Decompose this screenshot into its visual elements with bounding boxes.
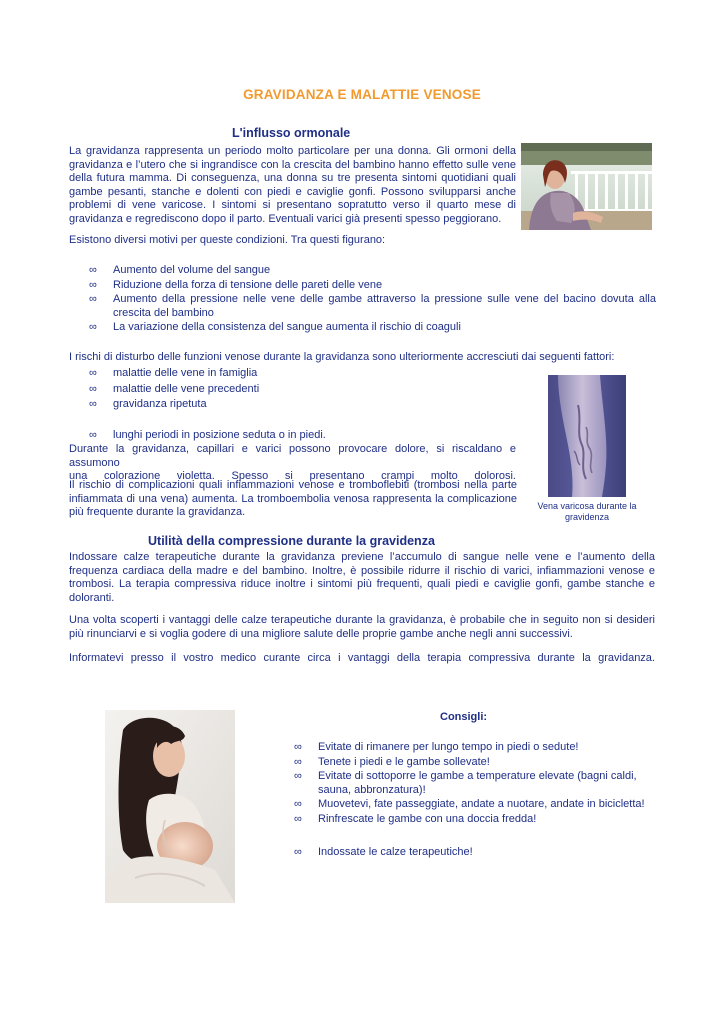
list-item: ∞ Riduzione della forza di tensione delle pareti delle vene — [89, 278, 383, 291]
list-item: ∞ malattie delle vene precedenti — [89, 382, 260, 395]
compression-paragraph: Indossare calze terapeutiche durante la gravidanza previene l’accumulo di sangue nelle vene e l’aumento della frequenza cardiaca della madre e del bambino. Inoltre, è possibile ridurre il rischio di varici, infiammazioni venose e trombosi. La terapia compressiva riduce inoltre i sintomi più frequenti, quali piedi e caviglie gonfi, gambe stanche e doloranti. — [69, 551, 655, 604]
section-heading-hormonal: L'influsso ormonale — [232, 126, 351, 140]
photo-pregnant-woman-porch-image — [521, 143, 652, 230]
page-title: GRAVIDANZA E MALATTIE VENOSE — [243, 87, 481, 102]
symptoms-line: una colorazione violetta. Spesso si presentano crampi molto dolorosi. — [69, 470, 516, 483]
list-item: ∞ lunghi periodi in posizione seduta o in piedi. — [89, 429, 326, 441]
infinity-bullet-icon: ∞ — [294, 741, 302, 753]
risk-factors-intro: I rischi di disturbo delle funzioni venose durante la gravidanza sono ulteriormente accresciuti dai seguenti fattori: — [69, 351, 615, 363]
list-item: ∞ Tenete i piedi e le gambe sollevate! — [294, 755, 490, 768]
list-item: ∞ Muovetevi, fate passeggiate, andate a nuotare, andate in bicicletta! — [294, 798, 645, 811]
photo-pregnant-woman-porch — [521, 143, 652, 230]
list-item: ∞ Evitate di rimanere per lungo tempo in piedi o sedute! — [294, 741, 579, 753]
intro-paragraph — [69, 145, 516, 227]
photo-pregnant-woman-white — [105, 710, 235, 903]
intro-line: gambe pesanti, stanche e dolenti con piedi e caviglie gonfi. Possono svilupparsi anche — [69, 185, 516, 198]
infinity-bullet-icon: ∞ — [89, 321, 97, 334]
list-item: ∞ Aumento del volume del sangue — [89, 264, 271, 276]
photo-varicose-vein — [548, 375, 626, 497]
infinity-bullet-icon: ∞ — [294, 755, 302, 768]
complications-paragraph: Il rischio di complicazioni quali infiammazioni venose e tromboflebiti (trombosi nella parte infiammata di una vena) aumenta. La tromboembolia venosa rappresenta la complicazione più frequente durante la gravidanza. — [69, 479, 517, 519]
list-item: ∞ Indossate le calze terapeutiche! — [294, 846, 473, 858]
infinity-bullet-icon: ∞ — [89, 293, 97, 306]
infinity-bullet-icon: ∞ — [89, 264, 97, 276]
intro-line: gravidanza e regrediscono dopo il parto. Eventuali varici già presenti spesso peggiorano. — [69, 212, 502, 225]
infinity-bullet-icon: ∞ — [89, 398, 97, 411]
risk-factors-list — [89, 367, 509, 412]
tips-list-last — [294, 846, 654, 860]
infinity-bullet-icon: ∞ — [89, 429, 97, 441]
infinity-bullet-icon: ∞ — [294, 846, 302, 858]
reasons-intro: Esistono diversi motivi per queste condizioni. Tra questi figurano: — [69, 234, 386, 246]
reasons-list — [89, 264, 656, 335]
infinity-bullet-icon: ∞ — [89, 367, 97, 379]
intro-line: della futura mamma. Di conseguenza, una donna su tre presenta sintomi quotidiani quali — [69, 172, 516, 185]
infinity-bullet-icon: ∞ — [89, 382, 97, 395]
tips-list — [294, 741, 654, 827]
list-item: ∞ Rinfrescate le gambe con una doccia fredda! — [294, 812, 537, 825]
list-item: ∞ La variazione della consistenza del sangue aumenta il rischio di coaguli — [89, 321, 461, 334]
infinity-bullet-icon: ∞ — [89, 278, 97, 291]
infinity-bullet-icon: ∞ — [294, 798, 302, 811]
list-item: ∞ Evitate di sottoporre le gambe a temperature elevate (bagni caldi, sauna, abbronzatura)! — [294, 770, 637, 796]
doctor-advice-paragraph: Informatevi presso il vostro medico curante circa i vantaggi della terapia compressiva durante la gravidanza. — [69, 652, 655, 664]
infinity-bullet-icon: ∞ — [294, 770, 302, 783]
symptoms-paragraph — [69, 443, 516, 484]
photo-caption: Vena varicosa durante la gravidenza — [537, 501, 637, 522]
intro-line: La gravidanza rappresenta un periodo molto particolare per una donna. Gli ormoni della — [69, 145, 516, 157]
risk-factors-list-continued — [89, 429, 509, 443]
benefits-paragraph: Una volta scoperti i vantaggi delle calze terapeutiche durante la gravidanza, è probabile che in seguito non si desideri più rinunciarvi e si voglia godere di una migliore salute delle proprie gambe anche negli anni successivi. — [69, 614, 655, 640]
intro-line: problemi di vene varicose. I sintomi si presentano sopratutto verso il quarto mese di — [69, 199, 516, 212]
intro-line: gravidanza e l’utero che si ingrandisce con la crescita del bambino hanno effetto sulle vene — [69, 158, 516, 171]
infinity-bullet-icon: ∞ — [294, 812, 302, 825]
photo-varicose-vein-image — [548, 375, 626, 497]
list-item: ∞ Aumento della pressione nelle vene delle gambe attraverso la pressione sulle vene del bacino dovuta alla crescita del bambino — [89, 293, 656, 319]
tips-heading: Consigli: — [440, 711, 488, 723]
photo-pregnant-woman-white-image — [105, 710, 235, 903]
symptoms-line: Durante la gravidanza, capillari e varici possono provocare dolore, si riscaldano e assumono — [69, 443, 516, 469]
list-item: ∞ malattie delle vene in famiglia — [89, 367, 258, 379]
list-item: ∞ gravidanza ripetuta — [89, 398, 207, 411]
section-heading-compression: Utilità della compressione durante la gravidenza — [148, 534, 435, 548]
